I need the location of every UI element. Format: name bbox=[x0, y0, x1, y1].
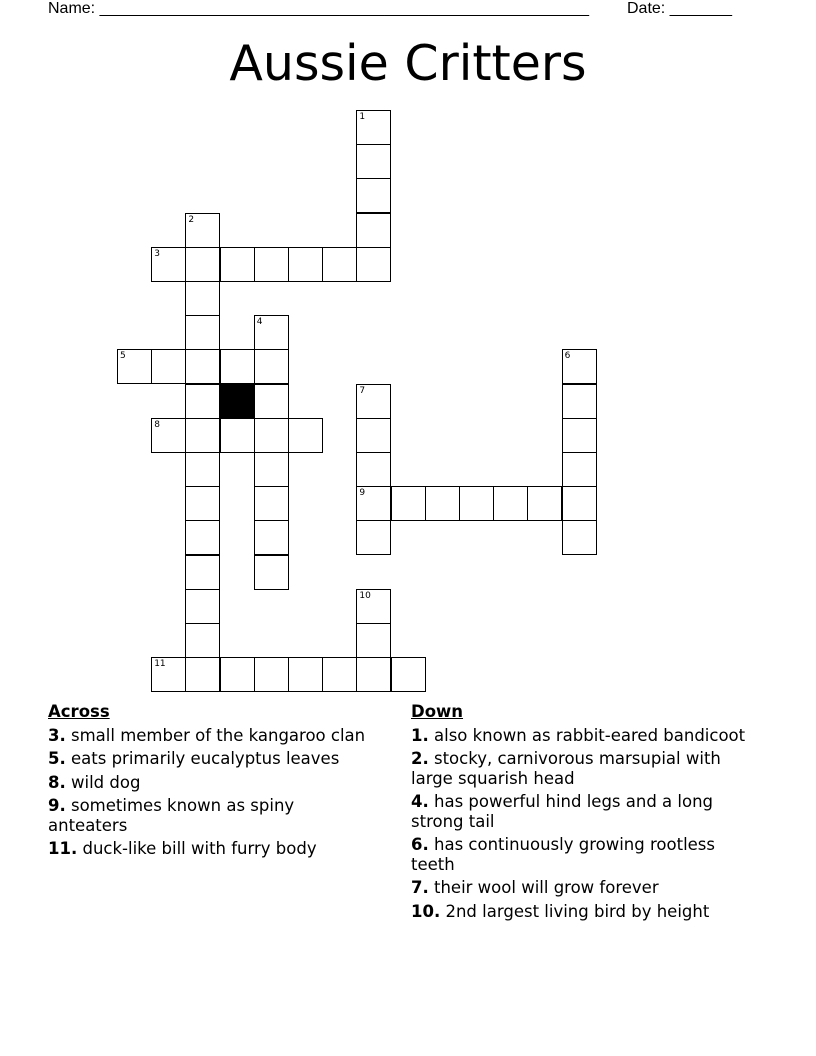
grid-cell[interactable] bbox=[254, 384, 289, 419]
grid-cell[interactable] bbox=[254, 315, 289, 350]
grid-cell[interactable] bbox=[562, 418, 597, 453]
clue-text: duck-like bill with furry body bbox=[77, 839, 317, 858]
clue-number-label: 4. bbox=[411, 792, 429, 811]
clue-text: small member of the kangaroo clan bbox=[65, 725, 366, 745]
clue-number-label: 8. bbox=[48, 772, 66, 792]
grid-cell[interactable] bbox=[254, 520, 289, 555]
grid-cell[interactable] bbox=[185, 520, 220, 555]
grid-cell[interactable] bbox=[254, 657, 289, 692]
grid-cell[interactable] bbox=[562, 486, 597, 521]
clue-number: 4 bbox=[256, 317, 263, 328]
across-heading: Across bbox=[48, 702, 110, 721]
across-clue-list bbox=[48, 726, 378, 859]
across-clue bbox=[48, 839, 378, 859]
across-clue bbox=[48, 796, 378, 835]
clue-text: wild dog bbox=[65, 772, 141, 792]
grid-cell[interactable] bbox=[322, 247, 357, 282]
clue-number: 10 bbox=[359, 590, 371, 601]
grid-cell[interactable] bbox=[356, 623, 391, 658]
grid-cell[interactable] bbox=[254, 418, 289, 453]
grid-cell[interactable] bbox=[356, 247, 391, 282]
grid-cell[interactable] bbox=[220, 657, 255, 692]
grid-cell[interactable] bbox=[356, 144, 391, 179]
clue-number-label: 10. bbox=[411, 901, 441, 921]
clue-number-label: 3. bbox=[48, 725, 66, 745]
grid-cell[interactable] bbox=[185, 384, 220, 419]
grid-cell[interactable] bbox=[185, 247, 220, 282]
name-field-label[interactable]: Name: _______________________________________________________ bbox=[48, 0, 589, 17]
grid-cell[interactable] bbox=[322, 657, 357, 692]
grid-cell[interactable] bbox=[254, 486, 289, 521]
clue-number: 2 bbox=[188, 214, 195, 225]
grid-cell[interactable] bbox=[356, 110, 391, 145]
clue-number: 6 bbox=[564, 351, 571, 362]
grid-cell[interactable] bbox=[356, 384, 391, 419]
clue-text: 2nd largest living bird by height bbox=[440, 901, 710, 921]
black-square bbox=[220, 384, 255, 419]
grid-cell[interactable] bbox=[185, 555, 220, 590]
grid-cell[interactable] bbox=[425, 486, 460, 521]
grid-cell[interactable] bbox=[185, 315, 220, 350]
grid-cell[interactable] bbox=[220, 349, 255, 384]
grid-cell[interactable] bbox=[459, 486, 494, 521]
grid-cell[interactable] bbox=[288, 247, 323, 282]
grid-cell[interactable] bbox=[356, 213, 391, 248]
grid-cell[interactable] bbox=[356, 657, 391, 692]
grid-cell[interactable] bbox=[562, 452, 597, 487]
grid-cell[interactable] bbox=[220, 418, 255, 453]
down-clue bbox=[411, 749, 761, 788]
puzzle-title: Aussie Critters bbox=[229, 35, 587, 92]
grid-cell[interactable] bbox=[562, 520, 597, 555]
grid-cell[interactable] bbox=[151, 247, 186, 282]
clue-text: eats primarily eucalyptus leaves bbox=[65, 749, 340, 768]
grid-cell[interactable] bbox=[185, 452, 220, 487]
date-field-label[interactable]: Date: _______ bbox=[627, 0, 732, 17]
across-clue bbox=[48, 749, 378, 769]
grid-cell[interactable] bbox=[185, 486, 220, 521]
clue-number: 7 bbox=[359, 385, 366, 396]
down-clue bbox=[411, 792, 761, 831]
down-clue bbox=[411, 835, 761, 874]
across-clues bbox=[48, 702, 378, 863]
grid-cell[interactable] bbox=[185, 281, 220, 316]
clue-text: stocky, carnivorous marsupial with large squarish head bbox=[411, 749, 721, 788]
grid-cell[interactable] bbox=[220, 247, 255, 282]
down-heading: Down bbox=[411, 702, 464, 721]
clue-text: also known as rabbit-eared bandicoot bbox=[428, 725, 746, 745]
grid-cell[interactable] bbox=[391, 486, 426, 521]
grid-cell[interactable] bbox=[391, 657, 426, 692]
grid-cell[interactable] bbox=[356, 589, 391, 624]
clue-number: 8 bbox=[154, 419, 160, 430]
down-clues bbox=[411, 702, 761, 925]
clue-number-label: 11. bbox=[48, 839, 78, 858]
clue-text: has powerful hind legs and a long strong tail bbox=[411, 792, 714, 831]
grid-cell[interactable] bbox=[356, 486, 391, 521]
grid-cell[interactable] bbox=[185, 349, 220, 384]
clue-text: has continuously growing rootless teeth bbox=[411, 835, 715, 874]
grid-cell[interactable] bbox=[254, 452, 289, 487]
grid-cell[interactable] bbox=[185, 623, 220, 658]
clue-number-label: 5. bbox=[48, 749, 66, 768]
grid-cell[interactable] bbox=[356, 520, 391, 555]
grid-cell[interactable] bbox=[151, 657, 186, 692]
grid-cell[interactable] bbox=[356, 178, 391, 213]
down-clue bbox=[411, 902, 761, 922]
down-clue bbox=[411, 726, 761, 746]
grid-cell[interactable] bbox=[356, 418, 391, 453]
grid-cell[interactable] bbox=[117, 349, 152, 384]
clue-number-label: 2. bbox=[411, 749, 429, 768]
clue-number: 5 bbox=[120, 351, 126, 362]
grid-cell[interactable] bbox=[356, 452, 391, 487]
clue-text: sometimes known as spiny anteaters bbox=[48, 796, 295, 835]
grid-cell[interactable] bbox=[493, 486, 528, 521]
clue-text: their wool will grow forever bbox=[428, 878, 659, 897]
grid-cell[interactable] bbox=[151, 418, 186, 453]
grid-cell[interactable] bbox=[254, 349, 289, 384]
clue-number: 3 bbox=[154, 248, 160, 259]
clue-number-label: 9. bbox=[48, 796, 66, 815]
grid-cell[interactable] bbox=[527, 486, 562, 521]
grid-cell[interactable] bbox=[254, 247, 289, 282]
clue-number-label: 6. bbox=[411, 835, 429, 854]
clue-number-label: 1. bbox=[411, 725, 429, 745]
grid-cell[interactable] bbox=[288, 657, 323, 692]
clue-number: 1 bbox=[359, 112, 366, 122]
down-clue-list bbox=[411, 726, 761, 922]
clue-number: 9 bbox=[359, 488, 366, 499]
grid-cell[interactable] bbox=[254, 555, 289, 590]
across-clue bbox=[48, 726, 378, 746]
grid-cell[interactable] bbox=[185, 589, 220, 624]
grid-cell[interactable] bbox=[562, 384, 597, 419]
grid-cell[interactable] bbox=[185, 418, 220, 453]
grid-cell[interactable] bbox=[185, 213, 220, 248]
grid-cell[interactable] bbox=[151, 349, 186, 384]
grid-cell[interactable] bbox=[288, 418, 323, 453]
clue-number: 11 bbox=[154, 659, 166, 670]
across-clue bbox=[48, 773, 378, 793]
clue-number-label: 7. bbox=[411, 878, 429, 897]
grid-cell[interactable] bbox=[185, 657, 220, 692]
down-clue bbox=[411, 878, 761, 898]
grid-cell[interactable] bbox=[562, 349, 597, 384]
